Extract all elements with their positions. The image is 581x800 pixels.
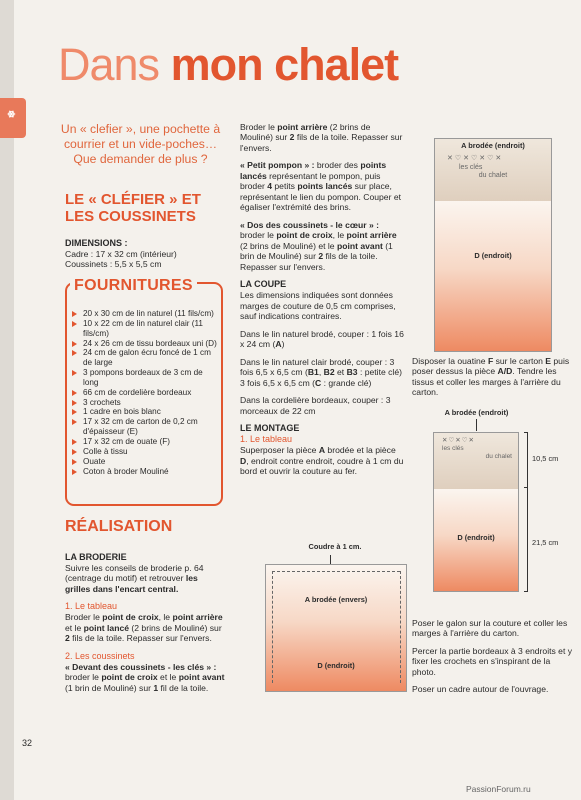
motif-preview: [442, 437, 512, 485]
frame-diagram-1: [434, 138, 552, 352]
list-item: 10 x 22 cm de lin naturel clair (11 fils/cm): [72, 319, 220, 339]
coupe-p4: Dans la cordelière bordeaux, couper : 3 morceaux de 22 cm: [240, 395, 391, 416]
title-light: Dans: [58, 39, 160, 90]
section-tab: [0, 98, 26, 138]
diagram1-label-bottom: D (endroit): [474, 251, 512, 260]
coupe-text: Les dimensions indiquées sont données marges de couture de 0,5 cm comprises, sauf indications contraires.: [240, 290, 396, 322]
list-item: 24 x 26 cm de tissu bordeaux uni (D): [72, 339, 220, 349]
intro-text: Un « clefier », une pochette à courrier et un vide-poches… Que demander de plus ?: [60, 122, 221, 166]
list-item: Colle à tissu: [72, 447, 220, 457]
coussinets-heading: 2. Les coussinets: [65, 650, 135, 661]
list-item: 17 x 32 cm de carton de 0,2 cm d'épaisseur (E): [72, 417, 220, 437]
broderie-text: Suivre les conseils de broderie p. 64 (centrage du motif) et retrouver les grilles dans l'encart central.: [65, 562, 204, 594]
dimensions-line: Coussinets : 5,5 x 5,5 cm: [65, 259, 162, 270]
devant-text: « Devant des coussinets - les clés » : broder le point de croix et le point avant (1 brin de Mouliné) sur 1 fil de la toile.: [65, 661, 225, 693]
col2-p1: Broder le point arrière (2 brins de Mouliné) sur 2 fils de la toile. Repasser sur l'envers.: [240, 122, 403, 153]
sew-label: Coudre à 1 cm.: [308, 542, 362, 551]
sew-line: [272, 571, 400, 572]
dimensions-block: [65, 238, 227, 270]
montage-text: Superposer la pièce A brodée et la pièce D, endroit contre endroit, coudre à 1 cm du bord et ouvrir la couture au fer.: [240, 445, 404, 477]
motif-sub: du chalet: [478, 172, 508, 180]
fournitures-title: FOURNITURES: [70, 276, 197, 296]
motif-text: les clés: [459, 163, 483, 171]
realisation-heading: RÉALISATION: [65, 518, 173, 535]
col2-p3: « Dos des coussinets - le cœur » : broder le point de croix, le point arrière (2 brins de Mouliné) et le point avant (1 brin de Mouliné) sur 2 fils de la toile. Repasser sur l'envers.: [240, 219, 397, 272]
tableau-text: Broder le point de croix, le point arrière et le point lancé (2 brins de Mouliné) sur 2 fils de la toile. Repasser sur l'envers.: [65, 612, 223, 644]
motif-row-icon: ✕♡✕♡✕♡✕: [447, 155, 504, 162]
list-item: Coton à broder Mouliné: [72, 467, 220, 477]
sew-label-mid: A brodée (envers): [304, 595, 368, 604]
tableau-heading: 1. Le tableau: [65, 601, 118, 612]
column-2: [240, 122, 405, 484]
sew-label-bottom: D (endroit): [317, 661, 355, 670]
realisation-block: [65, 552, 225, 700]
coupe-p3: Dans le lin naturel clair brodé, couper : 3 fois 6,5 x 6,5 cm (B1, B2 et B3 : petite clé) 3 fois 6,5 x 6,5 cm (C : grande clé): [240, 356, 402, 388]
dimensions-heading: DIMENSIONS :: [65, 238, 128, 248]
section-heading-clefier: LE « CLÉFIER » ET LES COUSSINETS: [65, 191, 201, 225]
list-item: Ouate: [72, 457, 220, 467]
col2-p2: « Petit pompon » : broder des points lancés représentant le pompon, puis broder 4 petits points lancés sur place, représentant le lien du pompon. Couper et égaliser l'extrémité des brins.: [240, 160, 401, 213]
coupe-p2: Dans le lin naturel brodé, couper : 1 fois 16 x 24 cm (A): [240, 328, 404, 350]
motif-preview: [447, 155, 539, 193]
watermark: PassionForum.ru: [466, 784, 531, 794]
list-item: 66 cm de cordelière bordeaux: [72, 388, 220, 398]
list-item: 17 x 32 cm de ouate (F): [72, 437, 220, 447]
col3-text3: Percer la partie bordeaux à 3 endroits et y fixer les crochets en s'inspirant de la photo.: [412, 645, 573, 677]
diagram2-label-top: A brodée (endroit): [444, 408, 509, 417]
montage-tableau-heading: 1. Le tableau: [240, 434, 293, 445]
broderie-heading: LA BRODERIE: [65, 552, 127, 562]
list-item: 3 crochets: [72, 398, 220, 408]
dimensions-line: Cadre : 17 x 32 cm (intérieur): [65, 248, 177, 259]
fournitures-list: [72, 309, 220, 476]
sew-line: [272, 571, 273, 683]
coupe-heading: LA COUPE: [240, 279, 287, 290]
motif-text: les clés: [442, 444, 464, 452]
motif-row-icon: ✕♡✕♡✕: [442, 437, 475, 444]
diagram2-label-bottom: D (endroit): [457, 533, 495, 542]
dim-label-2: 21,5 cm: [532, 538, 559, 547]
fabric-area: [435, 201, 551, 351]
page-title: [58, 39, 399, 90]
sew-line: [400, 571, 401, 683]
dim-label-1: 10,5 cm: [532, 454, 559, 463]
section-tab-glyph: ❄: [7, 109, 19, 119]
col3-text-bottom: [412, 618, 574, 702]
list-item: 24 cm de galon écru foncé de 1 cm de large: [72, 348, 220, 368]
dim-bracket-1: [524, 432, 528, 488]
diagram2-arrow: [476, 419, 477, 431]
col3-text1: Disposer la ouatine F sur le carton E puis poser dessus la pièce A/D. Tendre les tissus et coller les marges à l'arrière du carton.: [412, 356, 570, 398]
diagram1-label-top: A brodée (endroit): [461, 141, 525, 150]
col3-text2: Poser le galon sur la couture et coller les marges à l'arrière du carton.: [412, 618, 568, 639]
sew-diagram: [265, 564, 407, 692]
dim-bracket-2: [524, 488, 528, 592]
list-item: 1 cadre en bois blanc: [72, 407, 220, 417]
page-number: 32: [22, 738, 33, 748]
col3-text4: Poser un cadre autour de l'ouvrage.: [412, 684, 549, 695]
montage-heading: LE MONTAGE: [240, 423, 300, 434]
list-item: 20 x 30 cm de lin naturel (11 fils/cm): [72, 309, 220, 319]
list-item: 3 pompons bordeaux de 3 cm de long: [72, 368, 220, 388]
motif-sub: du chalet: [485, 452, 512, 460]
frame-diagram-2: [433, 432, 519, 592]
title-bold: mon chalet: [170, 39, 399, 90]
